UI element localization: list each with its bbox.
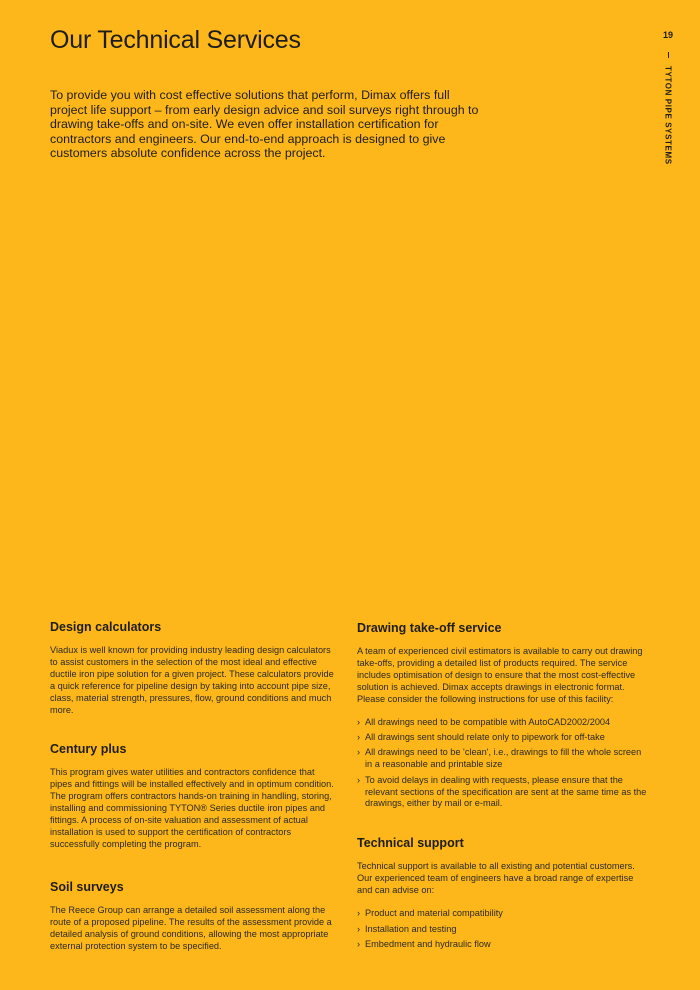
intro-paragraph: To provide you with cost effective solutions that perform, Dimax offers full project life support – from early design advice and soil surveys right through to drawing take-offs and on-site. We even offer installation certification for contractors and engineers. Our end-to-end approach is designed to give customers absolute confidence across the project. xyxy=(50,88,479,161)
list-item-text: To avoid delays in dealing with requests, please ensure that the relevant sections of the specification are sent at the same time as the drawings, either by mail or e-mail. xyxy=(365,774,647,809)
technical-support-heading: Technical support xyxy=(357,836,464,851)
list-item xyxy=(357,908,647,920)
soil-surveys-heading: Soil surveys xyxy=(50,879,124,894)
drawing-takeoff-body: A team of experienced civil estimators is available to carry out drawing take-offs, providing a detailed list of products required. The service includes optimisation of design to ensure that the most cost-effective solution is achieved. Dimax accepts drawings in electronic format. Please consider the following instructions for use of this facility: xyxy=(357,646,643,704)
design-calculators-heading: Design calculators xyxy=(50,620,162,634)
page-title: Our Technical Services xyxy=(50,26,301,54)
technical-support-list xyxy=(357,908,647,951)
chevron-right-icon: › xyxy=(357,747,361,758)
chevron-right-icon: › xyxy=(357,731,361,742)
list-item xyxy=(357,717,647,729)
technical-support-body: Technical support is available to all existing and potential customers. Our experienced team of engineers have a broad range of expertise and can advise on: xyxy=(357,861,635,896)
left-column xyxy=(50,620,336,952)
drawing-takeoff-list xyxy=(357,717,647,811)
chevron-right-icon: › xyxy=(357,716,361,727)
chevron-right-icon: › xyxy=(357,923,361,934)
century-plus-heading: Century plus xyxy=(50,742,127,757)
page-number: 19 xyxy=(662,30,673,40)
side-label: TYTON PIPE SYSTEMS xyxy=(663,66,673,165)
list-item-text: All drawings need to be 'clean', i.e., drawings to fill the whole screen in a reasonable and printable size xyxy=(365,747,642,770)
right-column xyxy=(357,621,647,954)
list-item-text: Installation and testing xyxy=(365,923,457,934)
design-calculators-body: Viadux is well known for providing industry leading design calculators to assist customers in the selection of the most ideal and effective ductile iron pipe solution for a given project. These calculators provide a quick reference for pipeline design by taking into account pipe size, class, material strength, pressures, flow, ground conditions and much more. xyxy=(50,645,334,715)
list-item xyxy=(357,732,647,744)
list-item-text: All drawings sent should relate only to pipework for off-take xyxy=(365,731,605,742)
list-item-text: Product and material compatibility xyxy=(365,908,503,919)
soil-surveys-body: The Reece Group can arrange a detailed soil assessment along the route of a proposed pipeline. The results of the assessment provide a detailed analysis of ground conditions, allowing the most appropriate external protection system to be specified. xyxy=(50,904,332,951)
list-item-text: All drawings need to be compatible with AutoCAD2002/2004 xyxy=(365,716,611,727)
drawing-takeoff-heading: Drawing take-off service xyxy=(357,621,502,635)
list-item xyxy=(357,939,647,951)
list-item-text: Embedment and hydraulic flow xyxy=(365,938,491,949)
side-margin xyxy=(656,30,680,165)
list-item xyxy=(357,924,647,936)
list-item xyxy=(357,747,647,771)
century-plus-body: This program gives water utilities and contractors confidence that pipes and fittings will be installed effectively and in optimum condition. The program offers contractors hands-on training in handling, storing, installing and commissioning TYTON® Series ductile iron pipes and fittings. A process of on-site valuation and assessment of actual installation is used to support the certification of contractors successfully completing the program. xyxy=(50,767,334,849)
chevron-right-icon: › xyxy=(357,908,361,919)
side-divider xyxy=(668,52,669,58)
chevron-right-icon: › xyxy=(357,938,361,949)
chevron-right-icon: › xyxy=(357,774,361,785)
list-item xyxy=(357,775,647,811)
